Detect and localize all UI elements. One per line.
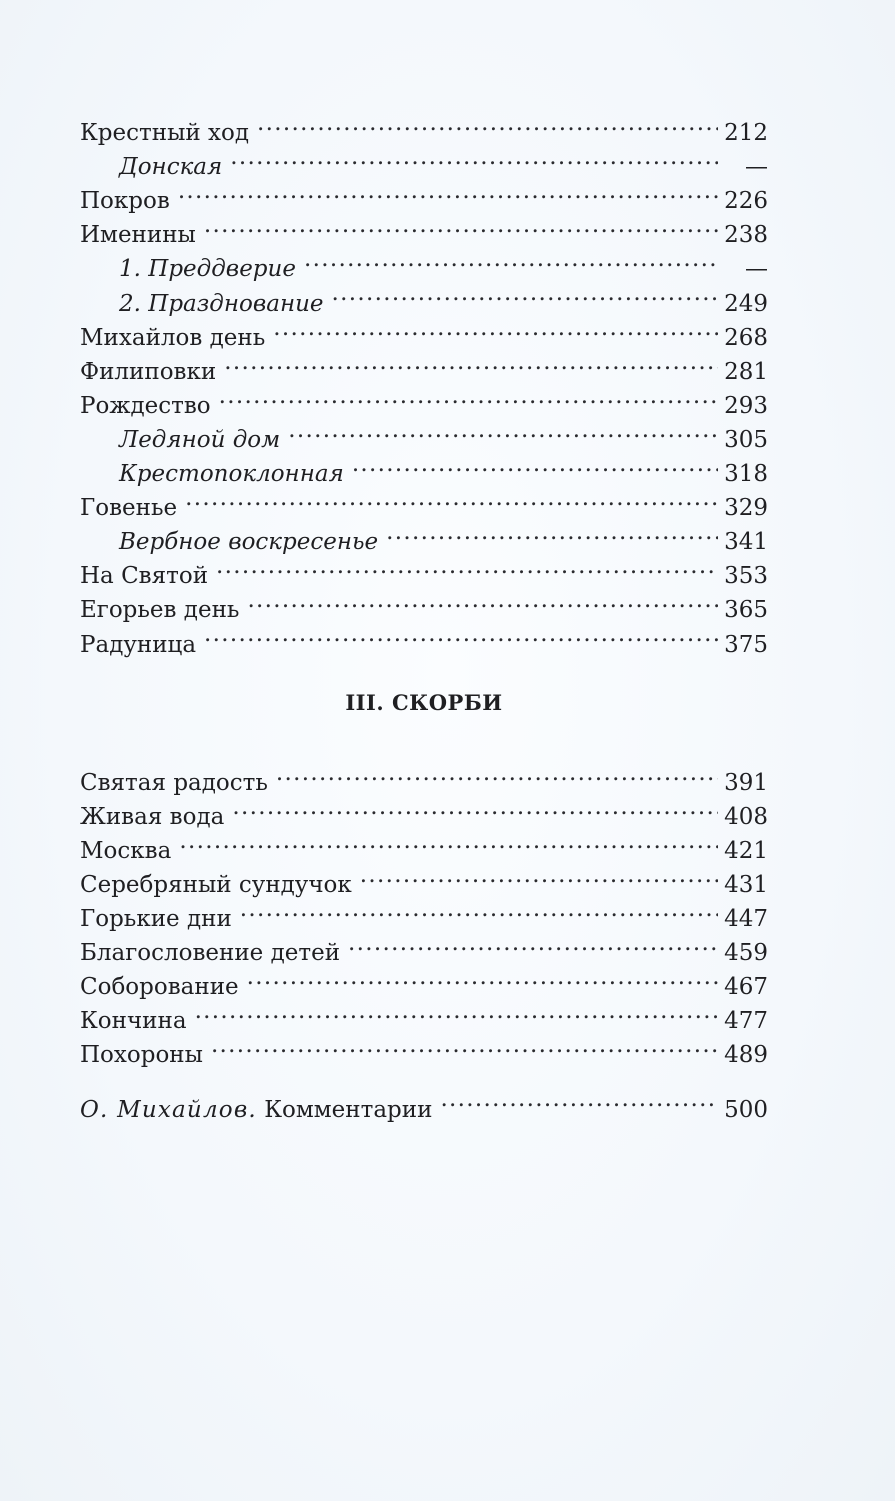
toc-entry-page: 268 bbox=[724, 324, 768, 351]
leader-dots bbox=[219, 379, 718, 413]
toc-entry-page: 467 bbox=[724, 974, 768, 1001]
leader-dots bbox=[247, 960, 718, 994]
toc-entry[interactable] bbox=[80, 106, 768, 147]
toc-entry-page: — bbox=[745, 154, 768, 181]
leader-dots bbox=[185, 481, 718, 515]
toc-entry-title: Радуница bbox=[80, 631, 197, 658]
toc-entry-page: 238 bbox=[724, 222, 768, 249]
leader-dots bbox=[247, 583, 718, 617]
leader-dots bbox=[232, 790, 718, 824]
toc-entry-page: 477 bbox=[724, 1008, 768, 1035]
toc-entry-page: 459 bbox=[724, 940, 768, 967]
toc-entry-page: 489 bbox=[724, 1042, 768, 1069]
leader-dots bbox=[332, 276, 718, 310]
leader-dots bbox=[257, 106, 718, 140]
toc-entry-page: 226 bbox=[724, 188, 768, 215]
toc-entry-title: Благословение детей bbox=[80, 940, 341, 967]
toc-entry-title: Горькие дни bbox=[80, 906, 232, 933]
leader-dots bbox=[348, 926, 718, 960]
toc-entry-title: Москва bbox=[80, 837, 172, 864]
toc-entry-commentary[interactable] bbox=[80, 1082, 768, 1123]
toc-entry-title: Живая вода bbox=[80, 803, 225, 830]
leader-dots bbox=[304, 242, 718, 276]
toc-entry-page: 447 bbox=[724, 906, 768, 933]
toc-entry-title bbox=[80, 1093, 432, 1127]
toc-entry-title: Крестный ход bbox=[80, 120, 249, 147]
toc-part-3 bbox=[80, 756, 768, 1069]
commentary-title: Комментарии bbox=[264, 1096, 433, 1123]
toc-entry-page: 293 bbox=[724, 392, 768, 419]
leader-dots bbox=[195, 994, 718, 1028]
toc-entry-title: Покров bbox=[80, 188, 170, 215]
toc-part-2 bbox=[80, 106, 768, 658]
toc-entry-title: Рождество bbox=[80, 392, 211, 419]
toc-entry-page: 353 bbox=[724, 563, 768, 590]
toc-entry-page: 408 bbox=[724, 803, 768, 830]
toc-entry-title: Говенье bbox=[80, 495, 178, 522]
toc-entry[interactable] bbox=[80, 824, 768, 864]
toc-entry-title: Святая радость bbox=[80, 769, 268, 796]
toc-entry-title: Соборование bbox=[80, 974, 239, 1001]
leader-dots bbox=[240, 892, 718, 926]
leader-dots bbox=[276, 756, 718, 790]
toc-entry-page: 375 bbox=[724, 631, 768, 658]
toc-entry-page: 365 bbox=[724, 597, 768, 624]
toc-entry-title: Крестопоклонная bbox=[119, 461, 344, 488]
toc-entry-page: 421 bbox=[724, 837, 768, 864]
leader-dots bbox=[288, 413, 718, 447]
leader-dots bbox=[178, 174, 718, 208]
leader-dots bbox=[360, 858, 718, 892]
toc-entry-page: — bbox=[745, 256, 768, 283]
toc-entry-page: 249 bbox=[724, 290, 768, 317]
toc-entry-page: 212 bbox=[724, 120, 768, 147]
toc-entry-page: 318 bbox=[724, 461, 768, 488]
toc-entry[interactable] bbox=[80, 756, 768, 796]
toc-entry-title: Михайлов день bbox=[80, 324, 266, 351]
toc-entry-title: Филиповки bbox=[80, 358, 217, 385]
toc-entry[interactable] bbox=[80, 208, 768, 249]
toc-entry-title: 1. Преддверие bbox=[119, 256, 296, 283]
leader-dots bbox=[440, 1082, 718, 1116]
toc-entry-page: 329 bbox=[724, 495, 768, 522]
toc-entry-title: Вербное воскресенье bbox=[119, 529, 379, 556]
toc-entry-page: 281 bbox=[724, 358, 768, 385]
toc-entry-title: Серебряный сундучок bbox=[80, 871, 352, 898]
leader-dots bbox=[204, 617, 718, 651]
toc-entry-title: 2. Празднование bbox=[119, 290, 324, 317]
leader-dots bbox=[179, 824, 718, 858]
toc-entry-title: Похороны bbox=[80, 1042, 203, 1069]
toc-entry-page: 391 bbox=[724, 769, 768, 796]
toc-entry-title: Егорьев день bbox=[80, 597, 240, 624]
toc-entry-title: Именины bbox=[80, 222, 196, 249]
toc-entry-title: Донская bbox=[119, 154, 223, 181]
toc-entry-page: 341 bbox=[724, 529, 768, 556]
leader-dots bbox=[216, 549, 718, 583]
leader-dots bbox=[386, 515, 718, 549]
table-of-contents bbox=[80, 106, 768, 1123]
toc-entry-page: 305 bbox=[724, 426, 768, 453]
toc-entry-page: 500 bbox=[724, 1096, 768, 1123]
commentary-author: О. Михайлов. bbox=[80, 1096, 257, 1123]
leader-dots bbox=[352, 447, 718, 481]
toc-entry[interactable] bbox=[80, 858, 768, 898]
leader-dots bbox=[224, 345, 718, 379]
toc-entry[interactable] bbox=[80, 515, 768, 556]
leader-dots bbox=[230, 140, 718, 174]
leader-dots bbox=[273, 311, 718, 345]
leader-dots bbox=[211, 1028, 718, 1062]
toc-entry-title: Кончина bbox=[80, 1008, 187, 1035]
toc-entry-page: 431 bbox=[724, 871, 768, 898]
section-heading: III. СКОРБИ bbox=[345, 689, 503, 715]
toc-entry-title: На Святой bbox=[80, 563, 209, 590]
toc-entry-title: Ледяной дом bbox=[119, 426, 281, 453]
leader-dots bbox=[204, 208, 718, 242]
toc-entry[interactable] bbox=[80, 174, 768, 215]
